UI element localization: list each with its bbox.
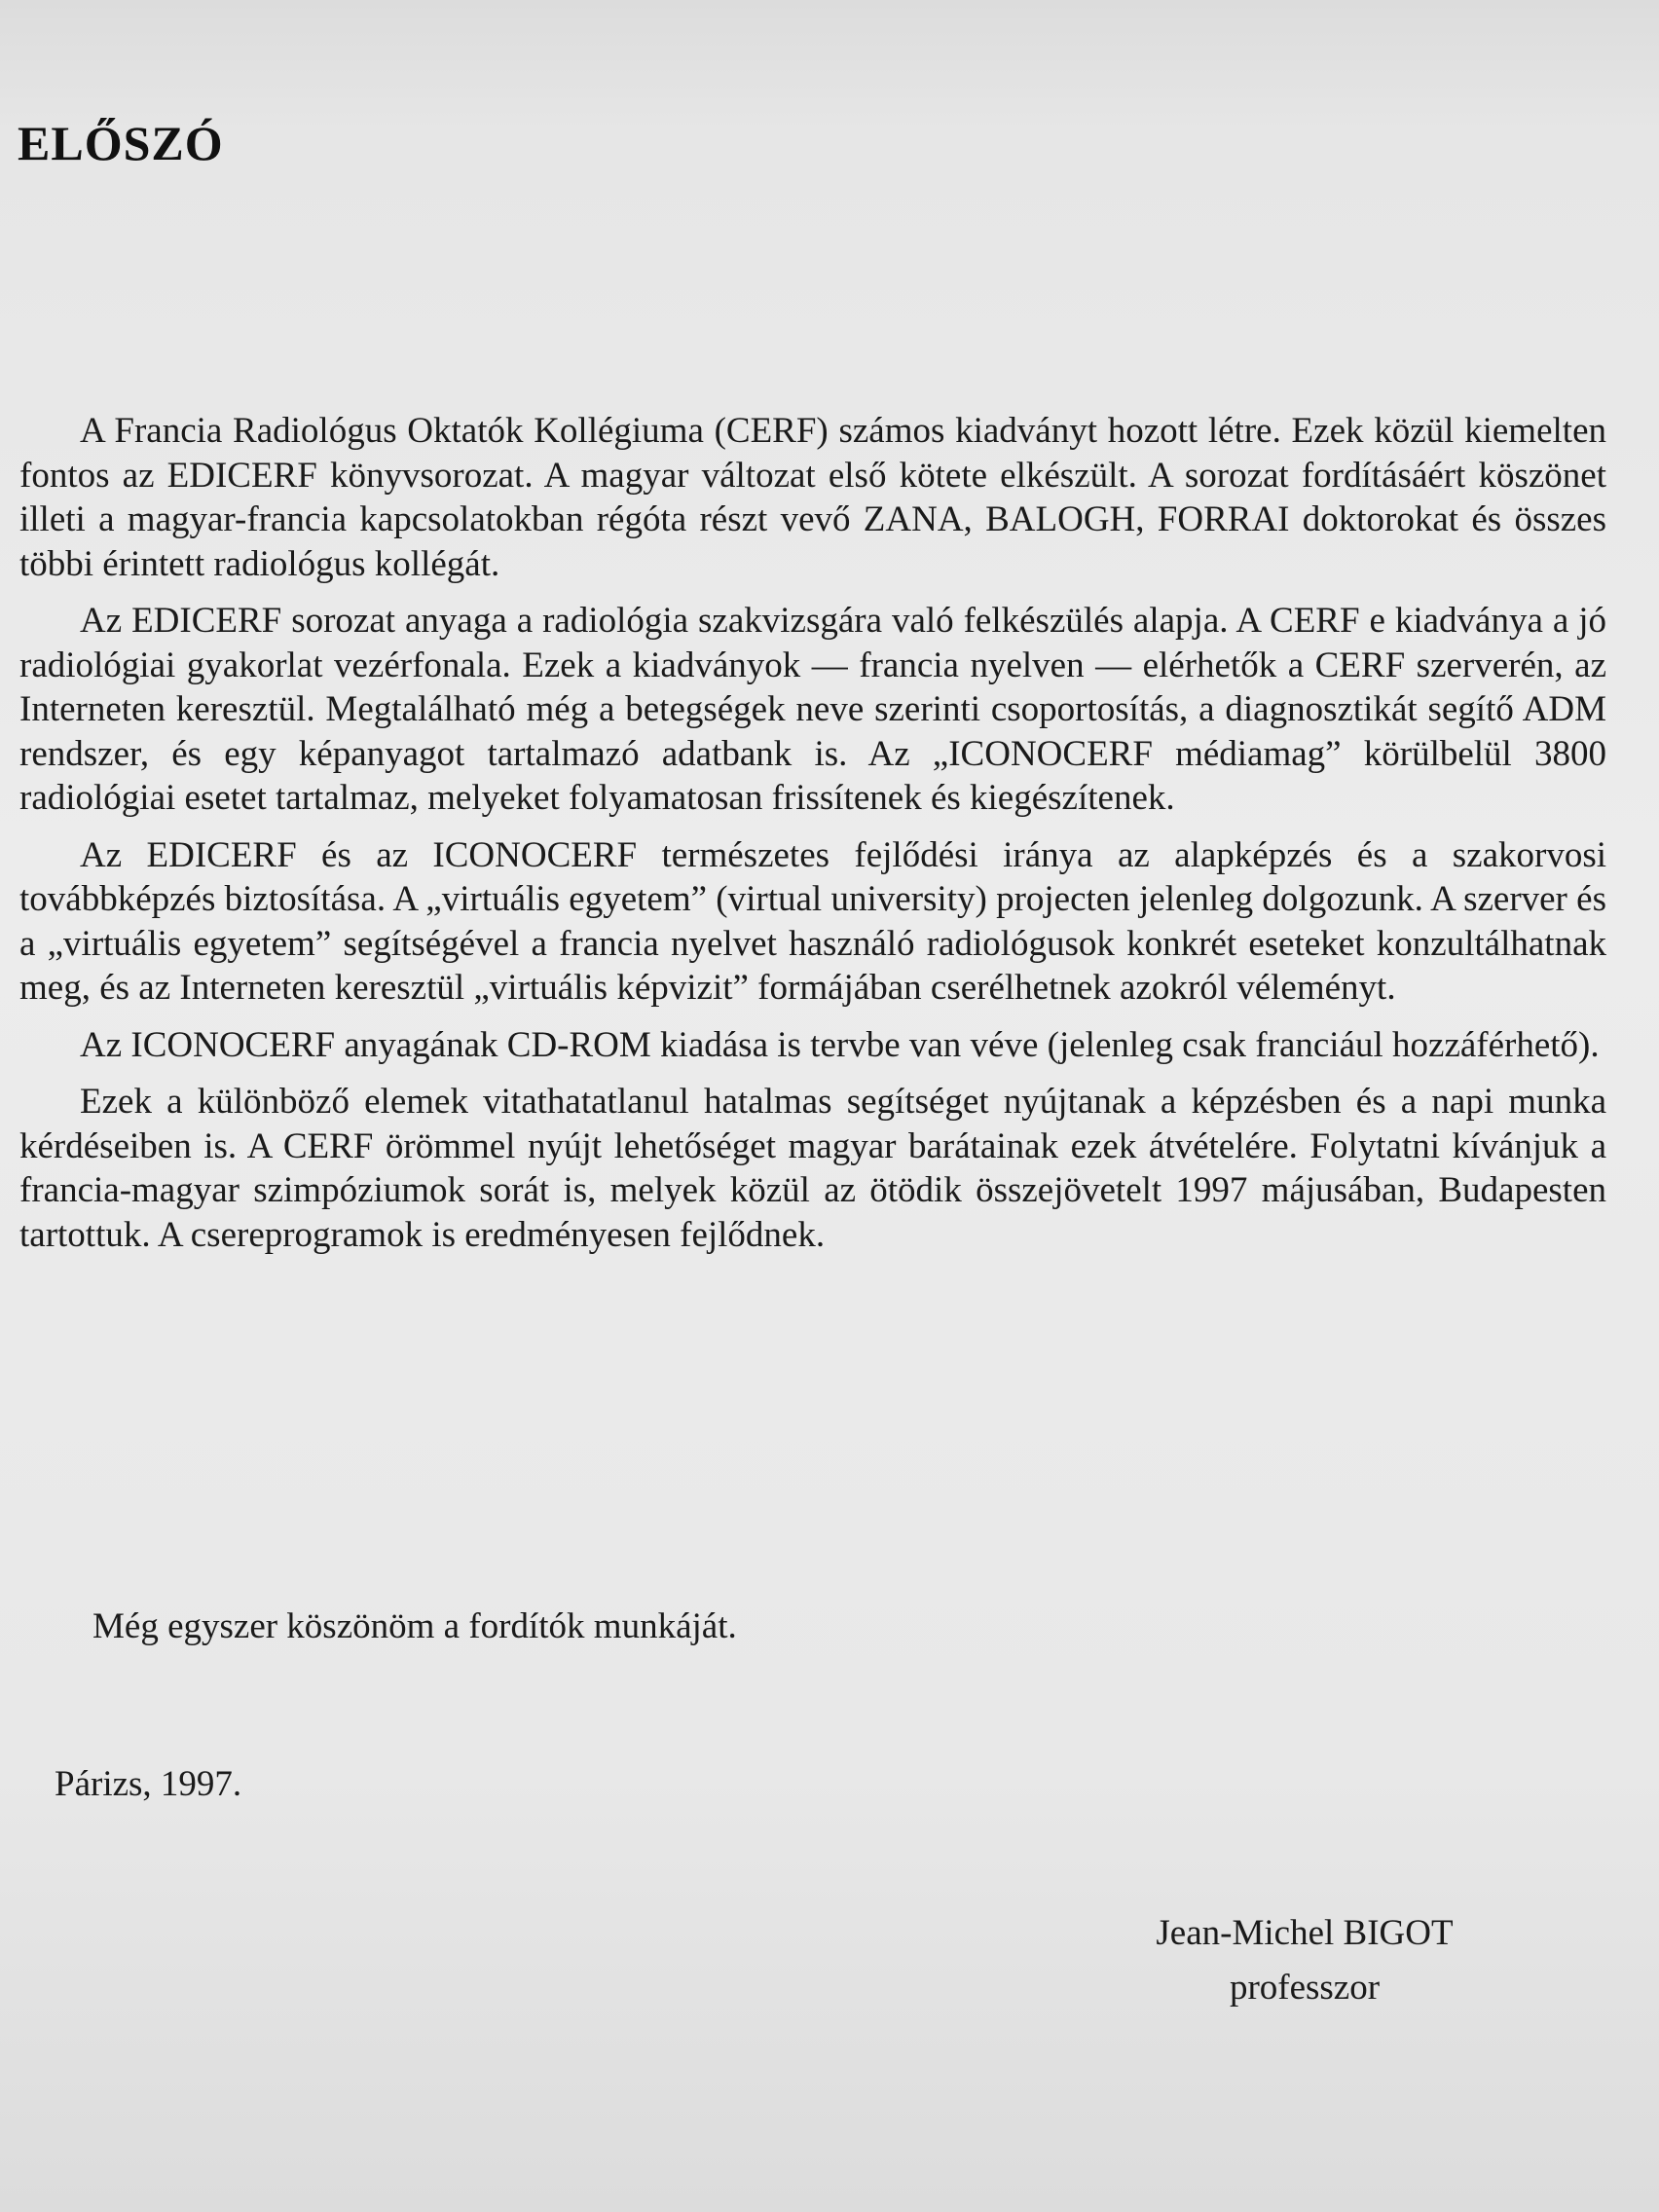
paragraph-1: A Francia Radiológus Oktatók Kollégiuma (CERF) számos kiadványt hozott létre. Ezek közül kiemelten fontos az EDICERF könyvsorozat. A magyar változat első kötete elkészült. A sorozat fordításáért köszönet illeti a magyar-francia kapcsolatokban régóta részt vevő ZANA, BALOGH, FORRAI doktorokat és összes többi érintett radiológus kollégát. [19, 411, 1606, 584]
signature-block [1110, 1906, 1499, 2015]
signature-name: Jean-Michel BIGOT [1156, 1913, 1454, 1953]
paragraph-2: Az EDICERF sorozat anyaga a radiológia szakvizsgára való felkészülés alapja. A CERF e kiadványa a jó radiológiai gyakorlat vezérfonala. Ezek a kiadványok — francia nyelven — elérhetők a CERF szerverén, az Interneten keresztül. Megtalálható még a betegségek neve szerinti csoportosítás, a diagnosztikát segítő ADM rendszer, és egy képanyagot tartalmazó adatbank is. Az „ICONOCERF médiamag” körülbelül 3800 radiológiai esetet tartalmaz, melyeket folyamatosan frissítenek és kiegészítenek. [19, 601, 1606, 818]
closing-line: Még egyszer köszönöm a fordítók munkáját. [92, 1606, 737, 1646]
page-title: ELŐSZÓ [18, 116, 224, 170]
paragraph-4: Az ICONOCERF anyagának CD-ROM kiadása is tervbe van véve (jelenleg csak franciául hozzáférhető). [80, 1024, 1600, 1065]
signature-title: professzor [1229, 1968, 1381, 2008]
paragraph-3: Az EDICERF és az ICONOCERF természetes fejlődési iránya az alapképzés és a szakorvosi továbbképzés biztosítása. A „virtuális egyetem” (virtual university) projecten jelenleg dolgozunk. A szerver és a „virtuális egyetem” segítségével a francia nyelvet használó radiológusok konkrét eseteket konzultálhatnak meg, és az Interneten keresztül „virtuális képvizit” formájában cserélhetnek azokról véleményt. [19, 834, 1606, 1008]
paragraph-5: Ezek a különböző elemek vitathatatlanul hatalmas segítséget nyújtanak a képzésben és a napi munka kérdéseiben is. A CERF örömmel nyújt lehetőséget magyar barátainak ezek átvételére. Folytatni kívánjuk a francia-magyar szimpóziumok sorát is, melyek közül az ötödik összejövetelt 1997 májusában, Budapesten tartottuk. A csereprogramok is eredményesen fejlődnek. [19, 1082, 1606, 1255]
place-date: Párizs, 1997. [55, 1764, 242, 1804]
preface-body [19, 409, 1606, 1257]
